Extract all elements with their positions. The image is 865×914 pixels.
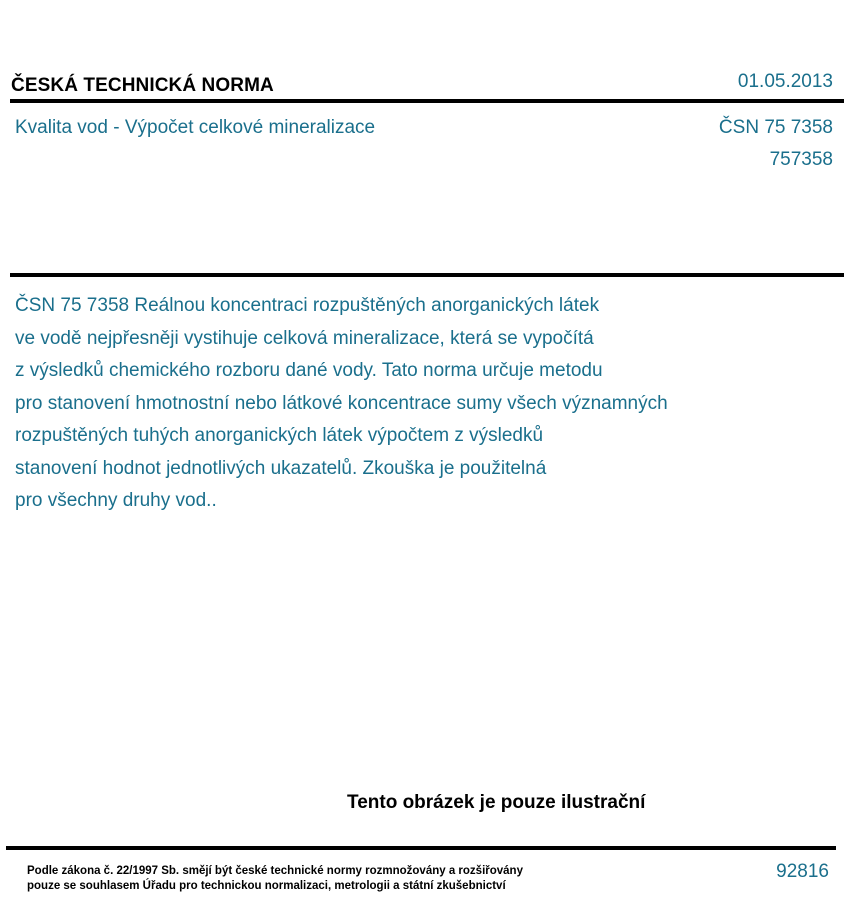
norm-title: Kvalita vod - Výpočet celkové mineralizace — [15, 117, 376, 138]
abstract-line: pro stanovení hmotnostní nebo látkové koncentrace sumy všech významných — [15, 392, 668, 414]
document-number: 92816 — [776, 861, 829, 882]
abstract-line: pro všechny druhy vod.. — [15, 490, 217, 511]
abstract-line: ve vodě nejpřesněji vystihuje celková mineralizace, která se vypočítá — [15, 327, 594, 349]
legal-notice-line: Podle zákona č. 22/1997 Sb. smějí být české technické normy rozmnožovány a rozšiřovány — [27, 865, 523, 877]
legal-notice-line: pouze se souhlasem Úřadu pro technickou normalizaci, metrologii a státní zkušebnictví — [27, 880, 506, 892]
legal-notice — [27, 864, 523, 894]
abstract-text — [15, 290, 815, 518]
abstract-line: rozpuštěných tuhých anorganických látek výpočtem z výsledků — [15, 425, 544, 446]
footer-divider — [6, 846, 836, 850]
abstract-line: z výsledků chemického rozboru dané vody. Tato norma určuje metodu — [15, 360, 603, 381]
abstract-line: ČSN 75 7358 Reálnou koncentraci rozpuštěných anorganických látek — [15, 295, 600, 316]
norm-catalog-number: 757358 — [769, 149, 833, 170]
abstract-line: stanovení hodnot jednotlivých ukazatelů. Zkouška je použitelná — [15, 457, 547, 479]
header-divider — [10, 99, 844, 103]
publication-date: 01.05.2013 — [737, 71, 833, 92]
illustration-disclaimer: Tento obrázek je pouze ilustrační — [347, 792, 646, 813]
section-divider — [10, 273, 844, 277]
document-type-heading: ČESKÁ TECHNICKÁ NORMA — [11, 75, 274, 96]
norm-identifier: ČSN 75 7358 — [718, 117, 833, 138]
